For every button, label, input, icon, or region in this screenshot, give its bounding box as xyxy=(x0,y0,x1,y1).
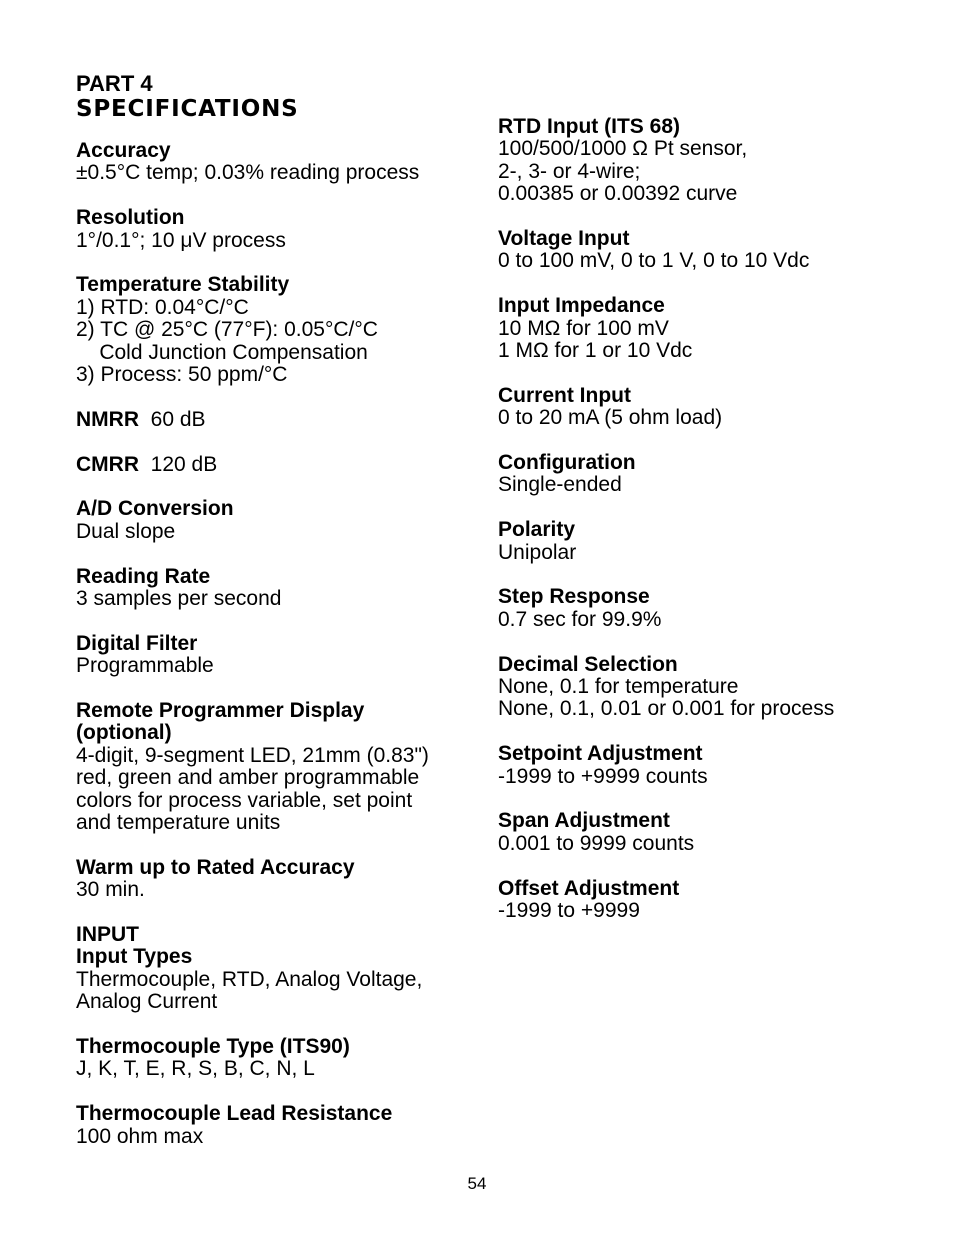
spec-reading-rate xyxy=(76,566,476,611)
subsection-title: INPUT xyxy=(76,923,139,947)
section-header xyxy=(76,72,299,122)
spec-heading: Polarity xyxy=(498,518,576,542)
spec-value: -1999 to +9999 counts xyxy=(498,764,708,788)
spec-voltage-input xyxy=(498,228,918,273)
spec-value: Programmable xyxy=(76,654,214,678)
spec-warm-up xyxy=(76,857,476,902)
spec-value: 3) Process: 50 ppm/°C xyxy=(76,363,288,387)
spec-input-impedance xyxy=(498,295,918,362)
spec-heading: NMRR xyxy=(76,407,139,431)
spec-value: None, 0.1, 0.01 or 0.001 for process xyxy=(498,697,835,721)
spec-heading: Offset Adjustment xyxy=(498,876,680,900)
spec-value: Thermocouple, RTD, Analog Voltage, xyxy=(76,967,423,991)
spec-temperature-stability xyxy=(76,274,476,386)
spec-heading: RTD Input (ITS 68) xyxy=(498,115,680,138)
spec-heading: Input Types xyxy=(76,945,193,969)
spec-step-response xyxy=(498,586,918,631)
spec-value: None, 0.1 for temperature xyxy=(498,675,739,699)
spec-digital-filter xyxy=(76,633,476,678)
part-label: PART 4 xyxy=(76,71,153,96)
spec-value: 4-digit, 9-segment LED, 21mm (0.83") xyxy=(76,743,429,767)
spec-heading: Setpoint Adjustment xyxy=(498,742,703,766)
spec-value: colors for process variable, set point xyxy=(76,788,413,812)
spec-heading: Thermocouple Type (ITS90) xyxy=(76,1035,350,1059)
spec-resolution xyxy=(76,207,476,252)
spec-value: 120 dB xyxy=(150,452,218,476)
spec-configuration xyxy=(498,452,918,497)
spec-value: 0.7 sec for 99.9% xyxy=(498,607,662,631)
spec-rtd-input xyxy=(498,116,918,206)
spec-value: Unipolar xyxy=(498,540,577,564)
spec-accuracy xyxy=(76,140,476,185)
spec-polarity xyxy=(498,519,918,564)
spec-heading: Accuracy xyxy=(76,139,171,162)
spec-heading: Input Impedance xyxy=(498,294,665,318)
spec-thermocouple-lead xyxy=(76,1103,476,1148)
spec-value: 100/500/1000 Ω Pt sensor, xyxy=(498,137,748,161)
spec-setpoint-adjustment xyxy=(498,743,918,788)
spec-value: -1999 to +9999 xyxy=(498,899,640,923)
page-number: 54 xyxy=(467,1174,487,1193)
spec-value: Single-ended xyxy=(498,473,622,497)
spec-ad-conversion xyxy=(76,498,476,543)
spec-heading: Span Adjustment xyxy=(498,809,670,833)
spec-value: Analog Current xyxy=(76,990,218,1014)
spec-current-input xyxy=(498,385,918,430)
spec-value: 1 MΩ for 1 or 10 Vdc xyxy=(498,339,693,363)
spec-nmrr xyxy=(76,409,476,431)
spec-heading: A/D Conversion xyxy=(76,497,234,521)
right-column xyxy=(498,116,918,945)
spec-value: and temperature units xyxy=(76,811,281,835)
spec-value: ±0.5°C temp; 0.03% reading process xyxy=(76,161,420,185)
spec-value: 60 dB xyxy=(150,407,206,431)
spec-value: 30 min. xyxy=(76,878,145,902)
spec-heading: Temperature Stability xyxy=(76,273,290,297)
spec-value: 3 samples per second xyxy=(76,587,282,611)
spec-heading: Remote Programmer Display xyxy=(76,699,365,723)
spec-value: 0 to 20 mA (5 ohm load) xyxy=(498,406,723,430)
spec-value: J, K, T, E, R, S, B, C, N, L xyxy=(76,1057,315,1081)
spec-value: 0.001 to 9999 counts xyxy=(498,831,695,855)
spec-value: 0.00385 or 0.00392 curve xyxy=(498,182,738,206)
spec-remote-display xyxy=(76,700,476,834)
spec-value: 2-, 3- or 4-wire; xyxy=(498,159,641,183)
section-title: SPECIFICATIONS xyxy=(76,96,299,122)
spec-value: 100 ohm max xyxy=(76,1124,204,1148)
spec-heading: Current Input xyxy=(498,383,631,407)
spec-heading: Voltage Input xyxy=(498,227,630,251)
spec-heading: Resolution xyxy=(76,206,185,230)
spec-heading: Thermocouple Lead Resistance xyxy=(76,1102,393,1126)
spec-heading: Digital Filter xyxy=(76,631,198,655)
spec-input-types xyxy=(76,924,476,1014)
spec-heading: Reading Rate xyxy=(76,564,211,588)
spec-value: Dual slope xyxy=(76,519,176,543)
spec-decimal-selection xyxy=(498,654,918,721)
spec-heading: Step Response xyxy=(498,585,650,609)
spec-cmrr xyxy=(76,454,476,476)
spec-heading: Warm up to Rated Accuracy xyxy=(76,855,355,879)
spec-value: 1) RTD: 0.04°C/°C xyxy=(76,295,249,319)
spec-heading: CMRR xyxy=(76,452,139,476)
spec-thermocouple-type xyxy=(76,1036,476,1081)
spec-heading: Configuration xyxy=(498,451,636,475)
spec-value: 0 to 100 mV, 0 to 1 V, 0 to 10 Vdc xyxy=(498,249,810,273)
spec-heading: (optional) xyxy=(76,721,172,745)
spec-value: 2) TC @ 25°C (77°F): 0.05°C/°C xyxy=(76,318,378,342)
spec-value: red, green and amber programmable xyxy=(76,766,420,790)
left-column xyxy=(76,140,476,1170)
spec-span-adjustment xyxy=(498,810,918,855)
spec-offset-adjustment xyxy=(498,878,918,923)
spec-value: Cold Junction Compensation xyxy=(76,340,368,364)
spec-value: 1°/0.1°; 10 μV process xyxy=(76,228,286,252)
spec-heading: Decimal Selection xyxy=(498,652,678,676)
spec-value: 10 MΩ for 100 mV xyxy=(498,316,669,340)
